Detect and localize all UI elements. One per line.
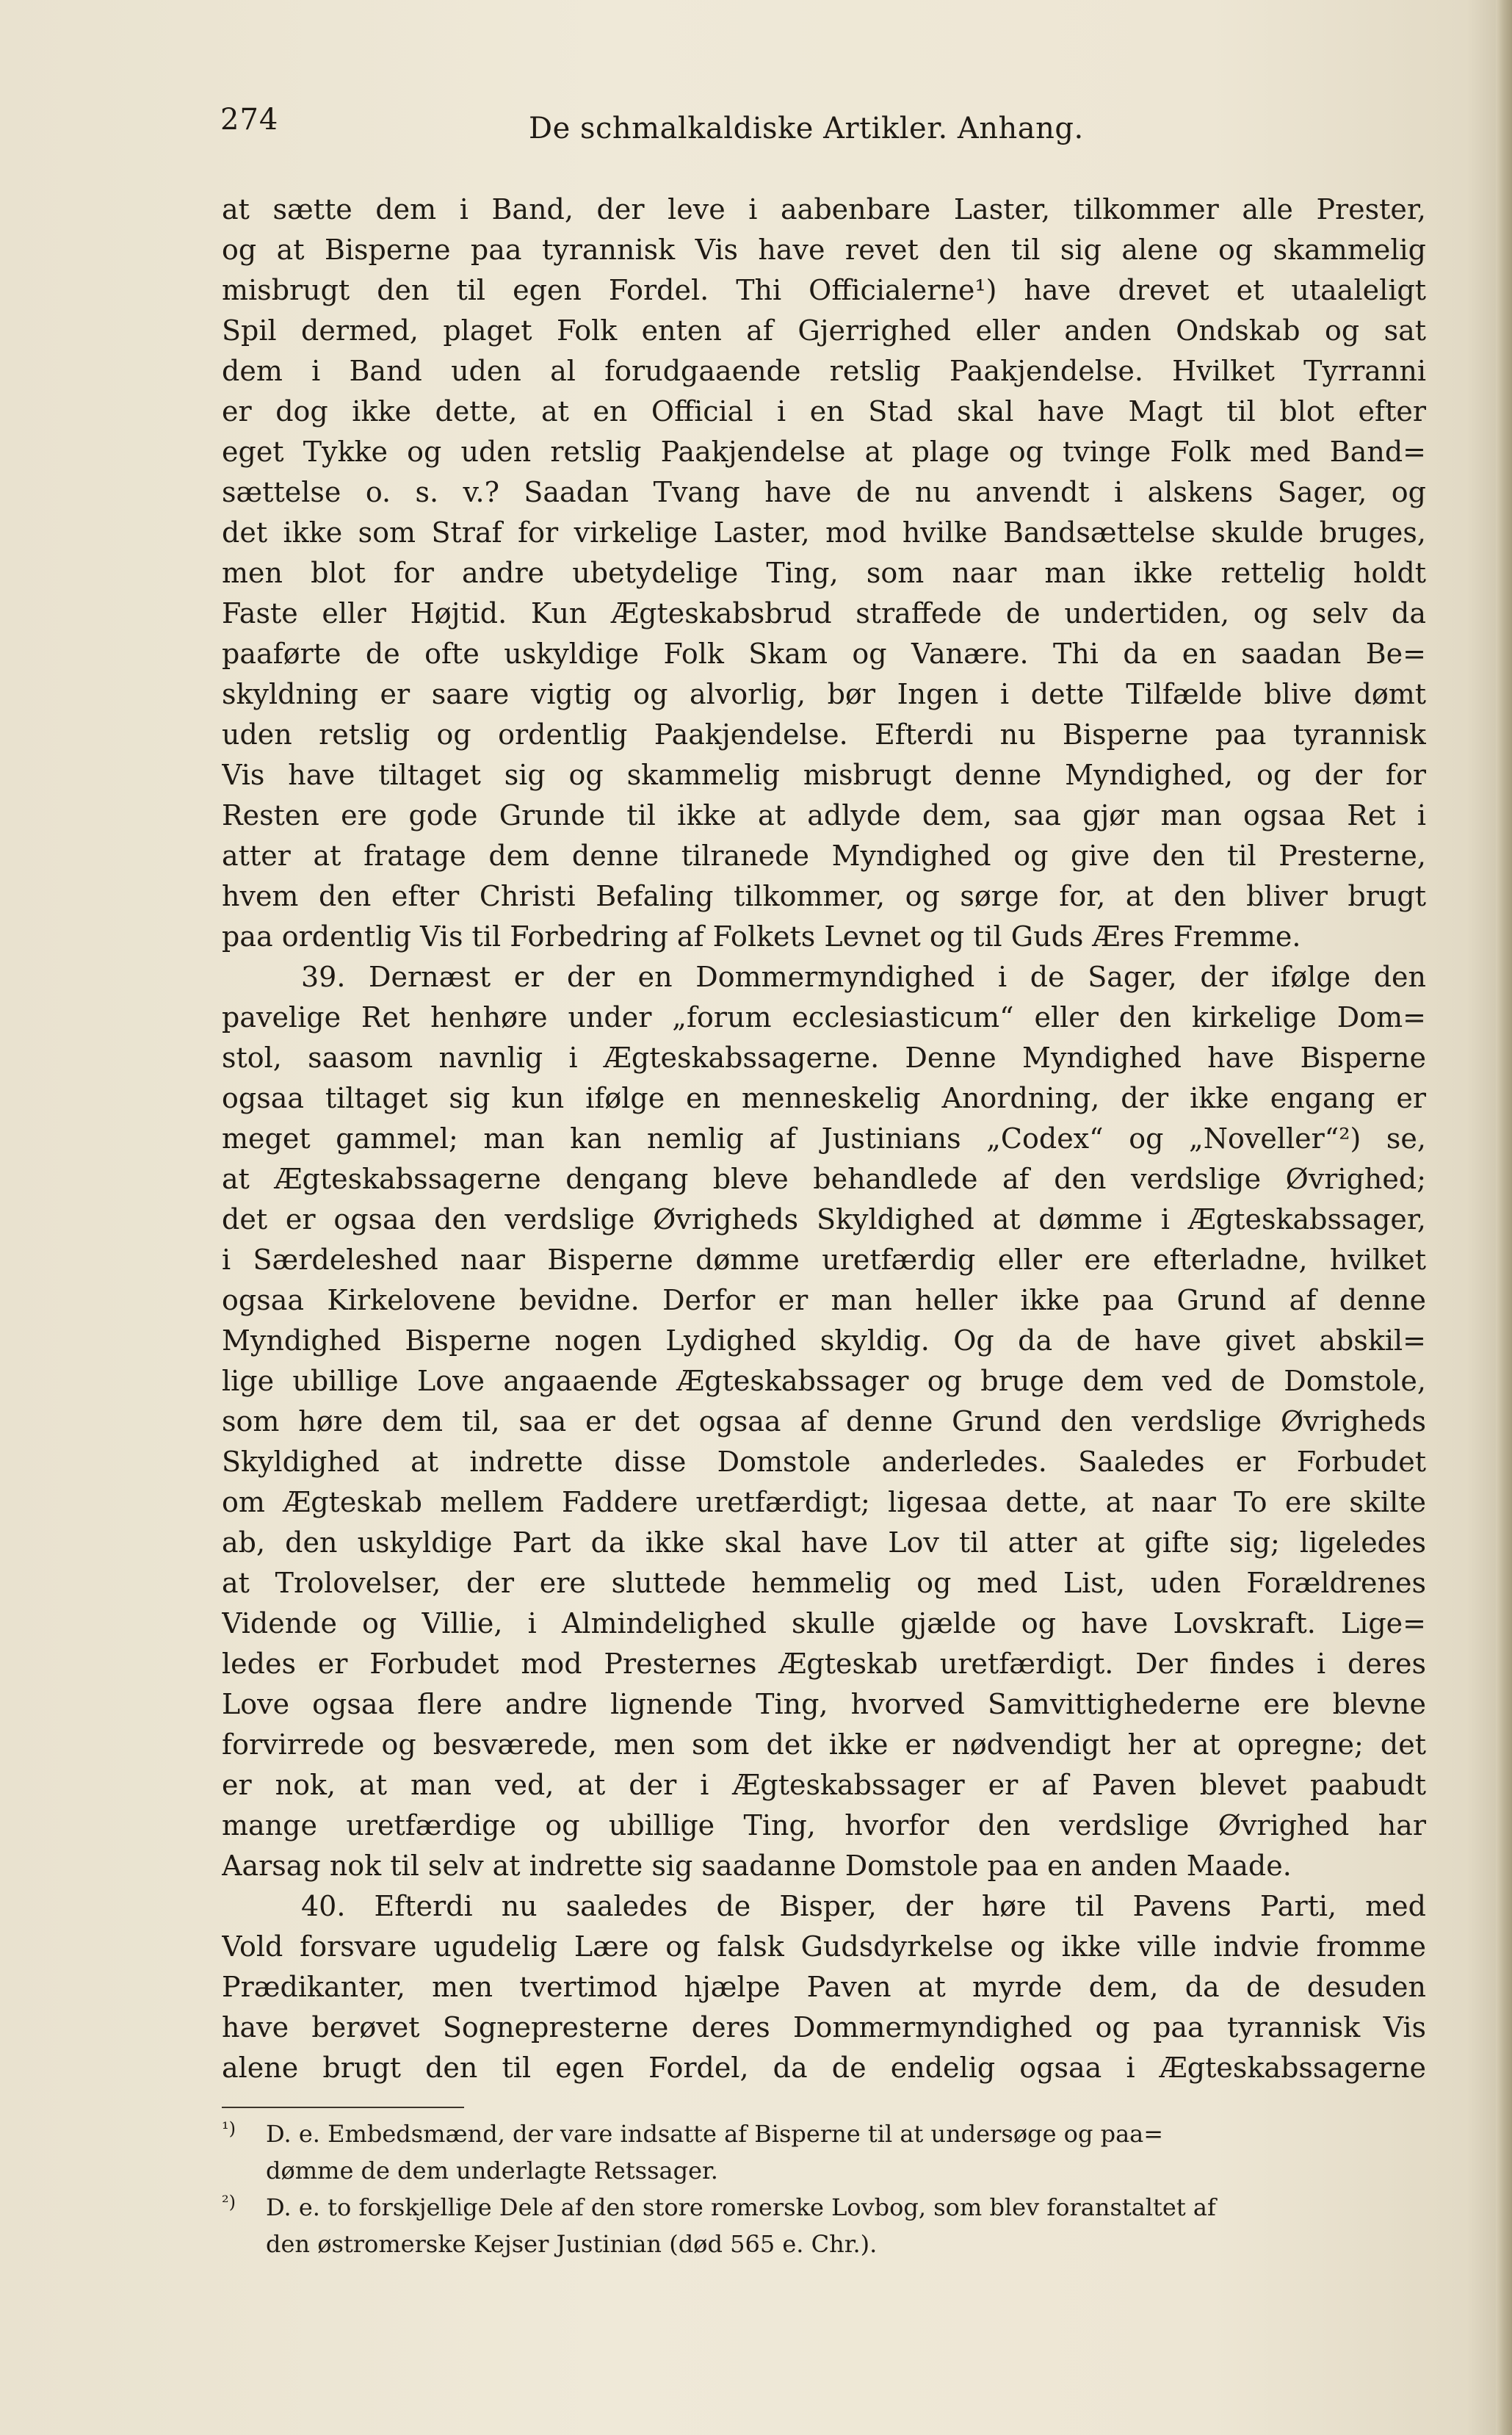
footnote-rule xyxy=(222,2107,464,2108)
page-number: 274 xyxy=(220,103,279,137)
text-line: Myndighed Bisperne nogen Lydighed skyldig. Og da de have givet abskil= xyxy=(222,1324,1426,1357)
text-line: stol, saasom navnlig i Ægteskabssagerne. Denne Myndighed have Bisperne xyxy=(222,1042,1426,1074)
text-line: meget gammel; man kan nemlig af Justinians „Codex“ og „Noveller“²) se, xyxy=(222,1122,1426,1155)
text-line: lige ubillige Love angaaende Ægteskabssager og bruge dem ved de Domstole, xyxy=(222,1365,1426,1397)
text-line: at Ægteskabssagerne dengang bleve behandlede af den verdslige Øvrighed; xyxy=(222,1163,1426,1195)
text-line: paaførte de ofte uskyldige Folk Skam og Vanære. Thi da en saadan Be= xyxy=(222,638,1426,670)
footnote-text: dømme de dem underlagte Retssager. xyxy=(266,2157,718,2185)
text-line: om Ægteskab mellem Faddere uretfærdigt; ligesaa dette, at naar To ere skilte xyxy=(222,1486,1426,1518)
text-line: Vis have tiltaget sig og skammelig misbrugt denne Myndighed, og der for xyxy=(222,759,1426,791)
text-line: Spil dermed, plaget Folk enten af Gjerrighed eller anden Ondskab og sat xyxy=(222,314,1426,347)
text-line: at Trolovelser, der ere sluttede hemmelig og med List, uden Forældrenes xyxy=(222,1567,1426,1599)
text-line: Prædikanter, men tvertimod hjælpe Paven at myrde dem, da de desuden xyxy=(222,1971,1426,2003)
footnote-text: D. e. Embedsmænd, der vare indsatte af Bisperne til at undersøge og paa= xyxy=(266,2120,1164,2148)
text-line: Love ogsaa flere andre lignende Ting, hvorved Samvittighederne ere blevne xyxy=(222,1688,1426,1720)
text-line: skyldning er saare vigtig og alvorlig, bør Ingen i dette Tilfælde blive dømt xyxy=(222,678,1426,710)
text-line: Resten ere gode Grunde til ikke at adlyde dem, saa gjør man ogsaa Ret i xyxy=(222,799,1426,831)
footnotes xyxy=(222,2115,1426,2262)
text-line: at sætte dem i Band, der leve i aabenbare Laster, tilkommer alle Prester, xyxy=(222,193,1426,226)
text-line: men blot for andre ubetydelige Ting, som naar man ikke rettelig holdt xyxy=(222,557,1426,589)
text-line: Aarsag nok til selv at indrette sig saadanne Domstole paa en anden Maade. xyxy=(222,1850,1292,1882)
text-line: have berøvet Sognepresterne deres Dommermyndighed og paa tyrannisk Vis xyxy=(222,2011,1426,2043)
text-line: Vold forsvare ugudelig Lære og falsk Gudsdyrkelse og ikke ville indvie fromme xyxy=(222,1930,1426,1963)
text-line: sættelse o. s. v.? Saadan Tvang have de nu anvendt i alskens Sager, og xyxy=(222,476,1426,508)
text-line: forvirrede og besværede, men som det ikke er nødvendigt her at opregne; det xyxy=(222,1728,1426,1761)
text-line: det ikke som Straf for virkelige Laster, mod hvilke Bandsættelse skulde bruges, xyxy=(222,516,1426,549)
text-line: ogsaa tiltaget sig kun ifølge en menneskelig Anordning, der ikke engang er xyxy=(222,1082,1426,1114)
text-line: hvem den efter Christi Befaling tilkommer, og sørge for, at den bliver brugt xyxy=(222,880,1426,912)
footnote-line xyxy=(222,2115,1426,2152)
text-line: er dog ikke dette, at en Official i en Stad skal have Magt til blot efter xyxy=(222,395,1426,428)
page-header xyxy=(220,95,1146,154)
running-title: De schmalkaldiske Artikler. Anhang. xyxy=(529,112,1084,145)
text-line: Skyldighed at indrette disse Domstole anderledes. Saaledes er Forbudet xyxy=(222,1446,1426,1478)
text-line: dem i Band uden al forudgaaende retslig Paakjendelse. Hvilket Tyrranni xyxy=(222,355,1426,387)
text-line: alene brugt den til egen Fordel, da de endelig ogsaa i Ægteskabssagerne xyxy=(222,2052,1426,2084)
footnote-text: D. e. to forskjellige Dele af den store romerske Lovbog, som blev foranstaltet af xyxy=(266,2193,1216,2221)
text-line: mange uretfærdige og ubillige Ting, hvorfor den verdslige Øvrighed har xyxy=(222,1809,1426,1841)
text-line: det er ogsaa den verdslige Øvrigheds Skyldighed at dømme i Ægteskabssager, xyxy=(222,1203,1426,1235)
text-line: og at Bisperne paa tyrannisk Vis have revet den til sig alene og skammelig xyxy=(222,234,1426,266)
text-line: Faste eller Højtid. Kun Ægteskabsbrud straffede de undertiden, og selv da xyxy=(222,597,1426,630)
text-line: pavelige Ret henhøre under „forum ecclesiasticum“ eller den kirkelige Dom= xyxy=(222,1001,1426,1033)
footnote-line xyxy=(222,2226,1426,2262)
text-line: 40. Efterdi nu saaledes de Bisper, der høre til Pavens Parti, med xyxy=(301,1890,1426,1922)
text-line: misbrugt den til egen Fordel. Thi Officialerne¹) have drevet et utaaleligt xyxy=(222,274,1426,306)
text-line: som høre dem til, saa er det ogsaa af denne Grund den verdslige Øvrigheds xyxy=(222,1405,1426,1437)
page-edge xyxy=(1496,0,1512,2435)
body-text xyxy=(222,190,1426,2088)
footnote-text: den østromerske Kejser Justinian (død 565 e. Chr.). xyxy=(266,2230,878,2258)
footnote-mark: ²) xyxy=(222,2192,236,2212)
footnote-line xyxy=(222,2189,1426,2226)
text-line: ogsaa Kirkelovene bevidne. Derfor er man heller ikke paa Grund af denne xyxy=(222,1284,1426,1316)
text-line: er nok, at man ved, at der i Ægteskabssager er af Paven blevet paabudt xyxy=(222,1769,1426,1801)
text-line: 39. Dernæst er der en Dommermyndighed i de Sager, der ifølge den xyxy=(301,961,1426,993)
text-line: ledes er Forbudet mod Presternes Ægteskab uretfærdigt. Der findes i deres xyxy=(222,1648,1426,1680)
text-line: Vidende og Villie, i Almindelighed skulle gjælde og have Lovskraft. Lige= xyxy=(222,1607,1426,1639)
footnote-mark: ¹) xyxy=(222,2118,236,2139)
footnote-line xyxy=(222,2152,1426,2189)
text-line: ab, den uskyldige Part da ikke skal have Lov til atter at gifte sig; ligeledes xyxy=(222,1526,1426,1559)
text-line: atter at fratage dem denne tilranede Myndighed og give den til Presterne, xyxy=(222,840,1426,872)
text-line: uden retslig og ordentlig Paakjendelse. Efterdi nu Bisperne paa tyrannisk xyxy=(222,718,1426,751)
text-line: paa ordentlig Vis til Forbedring af Folkets Levnet og til Guds Æres Fremme. xyxy=(222,920,1301,953)
text-line: eget Tykke og uden retslig Paakjendelse at plage og tvinge Folk med Band= xyxy=(222,436,1426,468)
text-line: i Særdeleshed naar Bisperne dømme uretfærdig eller ere efterladne, hvilket xyxy=(222,1244,1426,1276)
